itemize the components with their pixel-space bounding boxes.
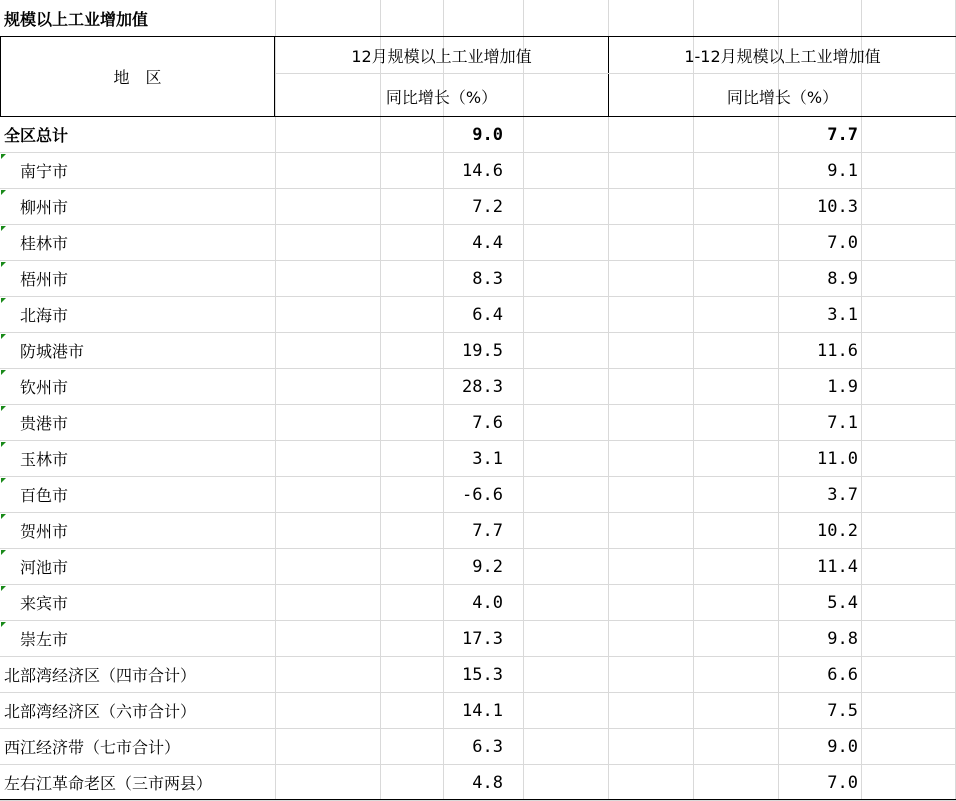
dec-growth-cell[interactable]: 15.3 [462,664,503,685]
gridline [693,0,694,801]
dec-growth-cell[interactable]: 9.2 [472,556,503,577]
ytd-growth-cell[interactable]: 11.0 [817,448,858,469]
region-cell[interactable]: 南宁市 [20,162,69,181]
dec-column-header: 12月规模以上工业增加值 [351,46,532,66]
region-cell[interactable]: 贺州市 [20,522,69,541]
region-cell[interactable]: 北部湾经济区（六市合计） [4,702,197,721]
dec-growth-cell[interactable]: 4.4 [472,232,503,253]
ytd-growth-cell[interactable]: 11.6 [817,340,858,361]
ytd-growth-cell[interactable]: 9.0 [827,736,858,757]
gridline [275,0,276,801]
ytd-growth-cell[interactable]: 3.1 [827,304,858,325]
dec-growth-cell[interactable]: 3.1 [472,448,503,469]
region-cell[interactable]: 左右江革命老区（三市两县） [4,774,213,793]
dec-growth-cell[interactable]: 9.0 [472,124,503,145]
dec-growth-cell[interactable]: 6.3 [472,736,503,757]
dec-growth-cell[interactable]: 14.1 [462,700,503,721]
region-cell[interactable]: 防城港市 [20,342,85,361]
ytd-growth-cell[interactable]: 7.1 [827,412,858,433]
region-cell[interactable]: 贵港市 [20,414,69,433]
ytd-growth-cell[interactable]: 8.9 [827,268,858,289]
dec-growth-cell[interactable]: -6.6 [462,484,503,505]
ytd-growth-cell[interactable]: 10.3 [817,196,858,217]
region-cell[interactable]: 崇左市 [20,630,69,649]
region-cell[interactable]: 全区总计 [4,126,69,145]
region-cell[interactable]: 柳州市 [20,198,69,217]
dec-growth-cell[interactable]: 6.4 [472,304,503,325]
dec-growth-cell[interactable]: 19.5 [462,340,503,361]
ytd-growth-cell[interactable]: 7.5 [827,700,858,721]
ytd-growth-cell[interactable]: 10.2 [817,520,858,541]
region-cell[interactable]: 北部湾经济区（四市合计） [4,666,197,685]
sheet-title: 规模以上工业增加值 [4,9,149,29]
dec-growth-cell[interactable]: 4.0 [472,592,503,613]
dec-growth-cell[interactable]: 7.2 [472,196,503,217]
ytd-growth-cell[interactable]: 7.0 [827,232,858,253]
region-cell[interactable]: 钦州市 [20,378,69,397]
dec-growth-cell[interactable]: 17.3 [462,628,503,649]
gridline [861,0,862,801]
ytd-growth-cell[interactable]: 1.9 [827,376,858,397]
region-cell[interactable]: 西江经济带（七市合计） [4,738,181,757]
ytd-growth-cell[interactable]: 5.4 [827,592,858,613]
gridline [380,0,381,801]
ytd-growth-cell[interactable]: 9.1 [827,160,858,181]
region-cell[interactable]: 来宾市 [20,594,69,613]
dec-growth-cell[interactable]: 28.3 [462,376,503,397]
region-cell[interactable]: 北海市 [20,306,69,325]
ytd-growth-cell[interactable]: 7.0 [827,772,858,793]
region-column-header: 地 区 [113,68,162,87]
dec-growth-cell[interactable]: 7.6 [472,412,503,433]
header-divider [275,73,956,74]
dec-growth-cell[interactable]: 7.7 [472,520,503,541]
region-cell[interactable]: 梧州市 [20,270,69,289]
region-cell[interactable]: 桂林市 [20,234,69,253]
ytd-growth-cell[interactable]: 9.8 [827,628,858,649]
ytd-column-header: 1-12月规模以上工业增加值 [684,46,881,66]
dec-growth-cell[interactable]: 14.6 [462,160,503,181]
dec-growth-cell[interactable]: 4.8 [472,772,503,793]
gridline [608,0,609,801]
dec-growth-cell[interactable]: 8.3 [472,268,503,289]
ytd-growth-cell[interactable]: 3.7 [827,484,858,505]
gridline [523,0,524,801]
region-cell[interactable]: 河池市 [20,558,69,577]
ytd-growth-cell[interactable]: 7.7 [827,124,858,145]
dec-column-subheader: 同比增长（%） [385,87,498,107]
ytd-column-subheader: 同比增长（%） [726,87,839,107]
region-cell[interactable]: 百色市 [20,486,69,505]
region-cell[interactable]: 玉林市 [20,450,69,469]
ytd-growth-cell[interactable]: 6.6 [827,664,858,685]
ytd-growth-cell[interactable]: 11.4 [817,556,858,577]
